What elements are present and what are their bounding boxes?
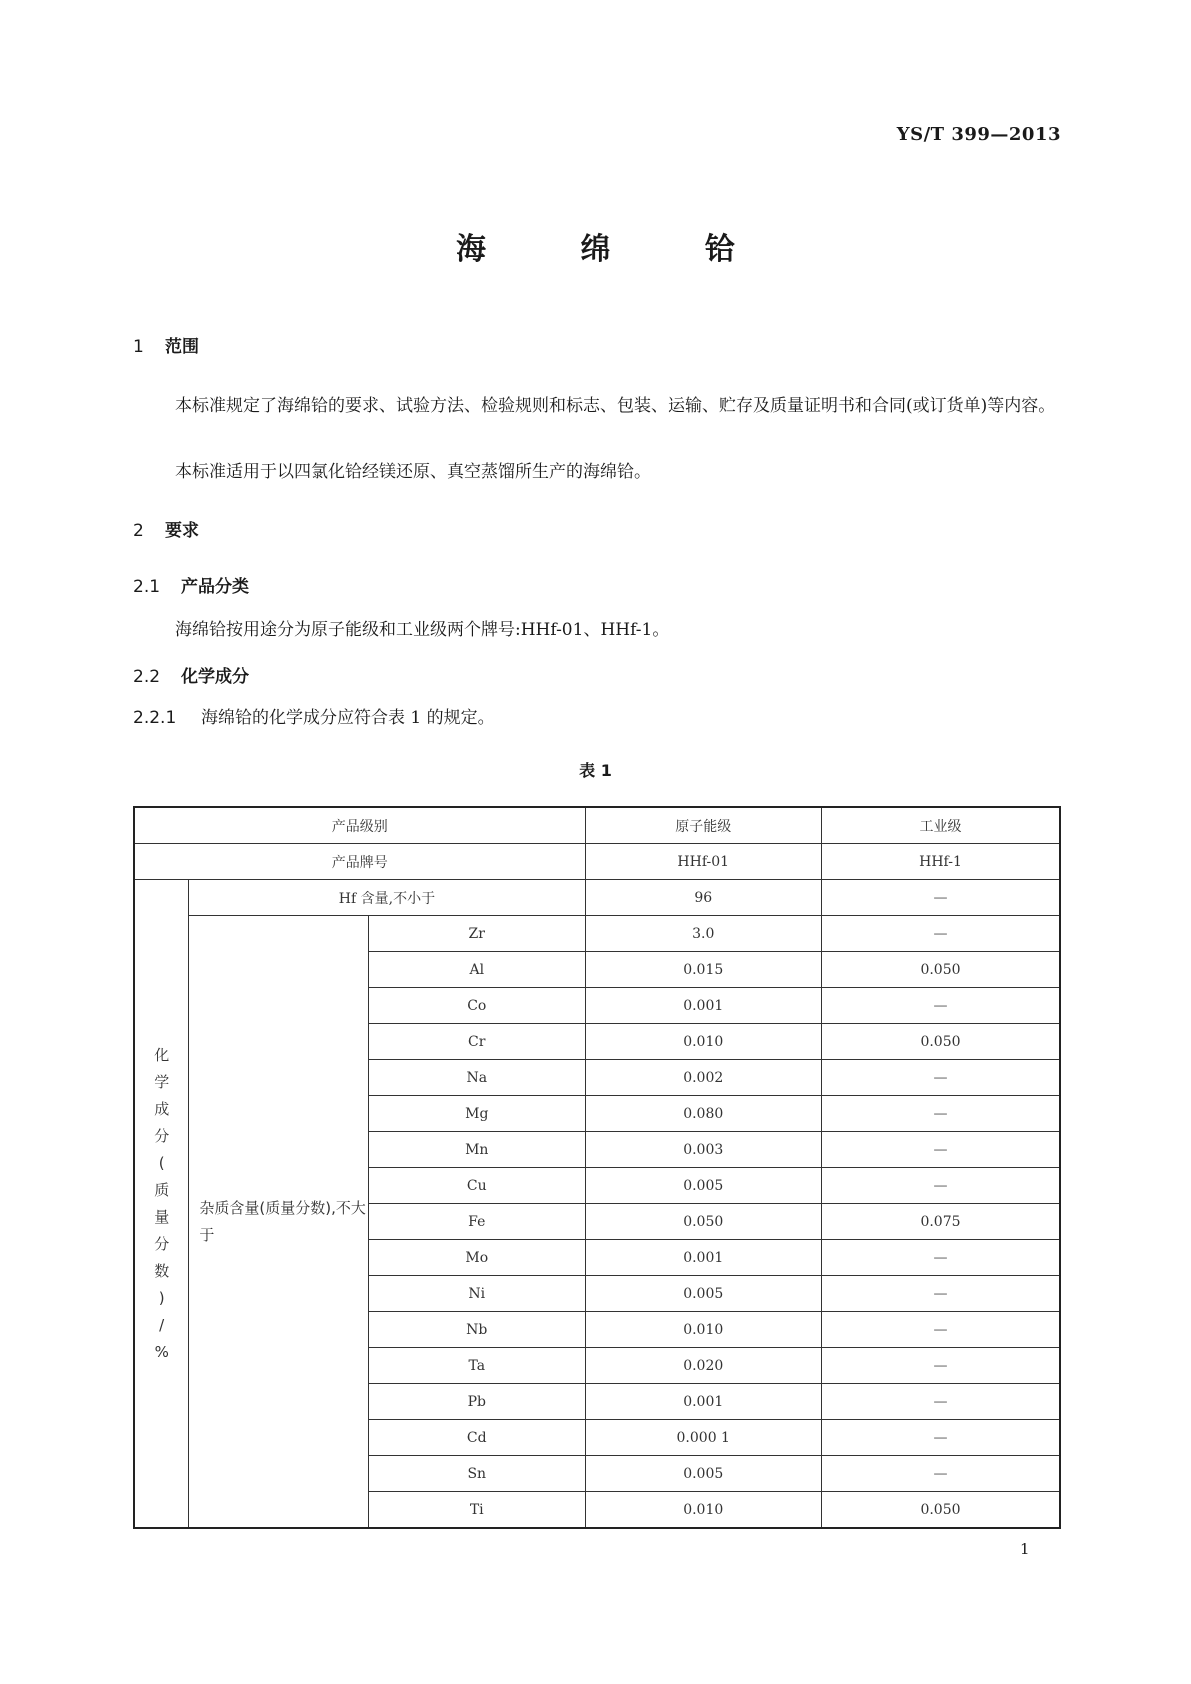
atomic-grade-value: 0.001 <box>585 1384 821 1420</box>
industrial-grade-value: 0.050 <box>821 952 1060 988</box>
section-title: 要求 <box>165 521 199 541</box>
side-label-char: 数 <box>154 1261 170 1280</box>
atomic-grade-value: 0.005 <box>585 1168 821 1204</box>
industrial-grade-value: 0.050 <box>821 1024 1060 1060</box>
atomic-grade-value: 0.001 <box>585 988 821 1024</box>
side-label-char: ) <box>158 1288 165 1307</box>
element-cell: Mn <box>369 1132 585 1168</box>
section-title: 产品分类 <box>181 577 249 597</box>
grade-industrial: 工业级 <box>821 807 1060 844</box>
chemical-composition-table <box>133 806 1061 1529</box>
industrial-grade-value: — <box>821 1096 1060 1132</box>
industrial-grade-value: — <box>821 1060 1060 1096</box>
industrial-grade-value: — <box>821 1132 1060 1168</box>
atomic-grade-value: 3.0 <box>585 916 821 952</box>
atomic-grade-value: 0.000 1 <box>585 1420 821 1456</box>
section-2-heading <box>133 516 199 541</box>
grade-label: 产品级别 <box>134 807 585 844</box>
section-2-1-paragraph: 海绵铪按用途分为原子能级和工业级两个牌号:HHf-01、HHf-1。 <box>175 620 670 640</box>
side-label-char: ( <box>158 1153 165 1172</box>
section-1-paragraph-1: 本标准规定了海绵铪的要求、试验方法、检验规则和标志、包装、运输、贮存及质量证明书和合同(或订货单)等内容。 <box>175 396 1056 416</box>
section-1-paragraph-2: 本标准适用于以四氯化铪经镁还原、真空蒸馏所生产的海绵铪。 <box>175 462 651 482</box>
element-cell: Ti <box>369 1492 585 1529</box>
element-cell: Co <box>369 988 585 1024</box>
section-2-2-1-text <box>133 702 495 734</box>
document-title: 海 绵 铪 <box>456 232 777 267</box>
side-label-char: / <box>159 1315 165 1334</box>
atomic-grade-value: 0.002 <box>585 1060 821 1096</box>
element-cell: Sn <box>369 1456 585 1492</box>
industrial-grade-value: — <box>821 1456 1060 1492</box>
element-cell: Cu <box>369 1168 585 1204</box>
section-title: 范围 <box>165 337 199 357</box>
side-label-char: 化 <box>154 1045 170 1064</box>
side-label-char: 分 <box>154 1234 170 1253</box>
industrial-grade-value: — <box>821 988 1060 1024</box>
section-number: 2 <box>133 521 144 541</box>
table-row <box>134 880 1060 916</box>
element-cell: Zr <box>369 916 585 952</box>
atomic-grade-value: 0.050 <box>585 1204 821 1240</box>
table-row <box>134 844 1060 880</box>
grade-atomic: 原子能级 <box>585 807 821 844</box>
atomic-grade-value: 0.015 <box>585 952 821 988</box>
atomic-grade-value: 0.001 <box>585 1240 821 1276</box>
section-1-heading <box>133 332 199 357</box>
industrial-grade-value: — <box>821 1312 1060 1348</box>
element-cell: Na <box>369 1060 585 1096</box>
industrial-grade-value: — <box>821 1348 1060 1384</box>
element-cell: Nb <box>369 1312 585 1348</box>
side-label-char: 学 <box>154 1072 170 1091</box>
clause-text: 海绵铪的化学成分应符合表 1 的规定。 <box>201 708 495 728</box>
section-title: 化学成分 <box>181 667 249 687</box>
atomic-grade-value: 0.005 <box>585 1456 821 1492</box>
section-number: 2.1 <box>133 577 161 597</box>
element-cell: Ta <box>369 1348 585 1384</box>
element-cell: Fe <box>369 1204 585 1240</box>
brand-atomic: HHf-01 <box>585 844 821 880</box>
hf-content-atomic: 96 <box>585 880 821 916</box>
standard-code: YS/T 399—2013 <box>896 124 1061 145</box>
atomic-grade-value: 0.010 <box>585 1312 821 1348</box>
element-cell: Pb <box>369 1384 585 1420</box>
side-label-char: 分 <box>154 1126 170 1145</box>
industrial-grade-value: — <box>821 1420 1060 1456</box>
industrial-grade-value: — <box>821 916 1060 952</box>
industrial-grade-value: — <box>821 1168 1060 1204</box>
section-number: 2.2.1 <box>133 708 177 728</box>
element-cell: Mo <box>369 1240 585 1276</box>
impurity-label: 杂质含量(质量分数),不大于 <box>189 916 369 1529</box>
table-caption: 表 1 <box>579 761 612 780</box>
hf-content-label: Hf 含量,不小于 <box>189 880 585 916</box>
section-2-2-heading <box>133 662 249 687</box>
industrial-grade-value: 0.075 <box>821 1204 1060 1240</box>
table-row <box>134 807 1060 844</box>
atomic-grade-value: 0.010 <box>585 1492 821 1529</box>
side-label-char: 成 <box>154 1099 170 1118</box>
table-row <box>134 916 1060 952</box>
section-2-1-heading <box>133 572 249 597</box>
composition-side-label <box>134 880 189 1529</box>
industrial-grade-value: — <box>821 1276 1060 1312</box>
side-label-char: 质 <box>154 1180 170 1199</box>
element-cell: Al <box>369 952 585 988</box>
atomic-grade-value: 0.003 <box>585 1132 821 1168</box>
industrial-grade-value: 0.050 <box>821 1492 1060 1529</box>
hf-content-industrial: — <box>821 880 1060 916</box>
section-number: 2.2 <box>133 667 161 687</box>
industrial-grade-value: — <box>821 1240 1060 1276</box>
element-cell: Mg <box>369 1096 585 1132</box>
section-number: 1 <box>133 337 144 357</box>
brand-label: 产品牌号 <box>134 844 585 880</box>
atomic-grade-value: 0.010 <box>585 1024 821 1060</box>
side-label-char: % <box>154 1342 169 1361</box>
brand-industrial: HHf-1 <box>821 844 1060 880</box>
atomic-grade-value: 0.005 <box>585 1276 821 1312</box>
side-label-char: 量 <box>154 1207 170 1226</box>
atomic-grade-value: 0.020 <box>585 1348 821 1384</box>
element-cell: Cr <box>369 1024 585 1060</box>
atomic-grade-value: 0.080 <box>585 1096 821 1132</box>
element-cell: Ni <box>369 1276 585 1312</box>
industrial-grade-value: — <box>821 1384 1060 1420</box>
element-cell: Cd <box>369 1420 585 1456</box>
page-number: 1 <box>1020 1540 1030 1558</box>
